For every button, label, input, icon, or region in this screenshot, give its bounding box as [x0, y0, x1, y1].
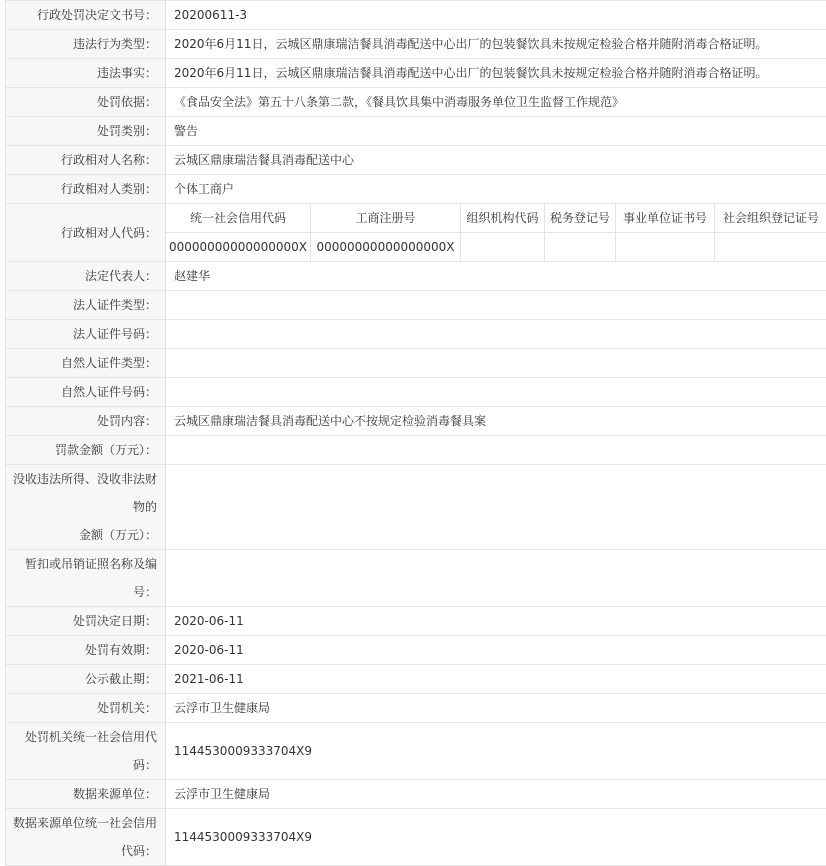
row-category — [5, 117, 826, 146]
code-value-business-reg: 00000000000000000X — [311, 233, 461, 261]
row-party-type — [5, 175, 826, 204]
value-violation-facts: 2020年6月11日，云城区鼎康瑞洁餐具消毒配送中心出厂的包装餐饮具未按规定检验合格并随附消毒合格证明。 — [174, 66, 768, 80]
row-natural-id-no — [5, 378, 826, 407]
code-header-social-org: 社会组织登记证号 — [723, 211, 820, 225]
row-publish-end — [5, 665, 826, 694]
label-source: 数据来源单位： — [6, 780, 166, 808]
value-source: 云浮市卫生健康局 — [174, 787, 271, 801]
label-source-code-line-1: 数据来源单位统一社会信用 — [12, 816, 157, 830]
row-source — [5, 780, 826, 809]
label-natural-id-no: 自然人证件号码： — [6, 378, 166, 406]
label-natural-id-type: 自然人证件类型： — [6, 349, 166, 377]
code-header-org: 组织机构代码 — [461, 204, 545, 232]
row-basis — [5, 88, 826, 117]
code-header-credit: 统一社会信用代码 — [166, 204, 311, 232]
value-party-type: 个体工商户 — [174, 182, 235, 196]
row-decision-date — [5, 607, 826, 636]
code-header-institution: 事业单位证书号 — [616, 204, 715, 232]
row-doc-no — [5, 0, 826, 30]
row-party-name — [5, 146, 826, 175]
label-source-code-line-2: 代码： — [120, 844, 157, 858]
label-confiscate — [6, 465, 166, 549]
value-content: 云城区鼎康瑞洁餐具消毒配送中心不按规定检验消毒餐具案 — [174, 414, 487, 428]
party-code-subtable — [166, 204, 826, 261]
label-authority-code-line-1: 处罚机关统一社会信用代 — [24, 730, 157, 744]
code-value-org — [461, 233, 545, 261]
label-doc-no: 行政处罚决定文书号： — [6, 1, 166, 29]
row-authority-code — [5, 723, 826, 780]
label-fine: 罚款金额（万元）： — [6, 436, 166, 464]
value-source-code: 1144530009333704X9 — [174, 830, 313, 844]
value-legal-rep: 赵建华 — [174, 269, 211, 283]
label-legal-id-type: 法人证件类型： — [6, 291, 166, 319]
party-code-value-row — [166, 233, 826, 261]
row-legal-id-type — [5, 291, 826, 320]
label-source-code — [6, 809, 166, 865]
label-authority: 处罚机关： — [6, 694, 166, 722]
label-party-type: 行政相对人类别： — [6, 175, 166, 203]
value-party-name: 云城区鼎康瑞洁餐具消毒配送中心 — [174, 153, 355, 167]
value-category: 警告 — [174, 124, 199, 138]
label-party-name: 行政相对人名称： — [6, 146, 166, 174]
label-valid-date: 处罚有效期： — [6, 636, 166, 664]
row-violation-facts — [5, 59, 826, 88]
code-value-institution — [616, 233, 715, 261]
row-party-code — [5, 204, 826, 262]
value-legal-id-type — [166, 291, 826, 319]
code-value-credit: 00000000000000000X — [166, 233, 311, 261]
row-suspend — [5, 550, 826, 607]
label-violation-type: 违法行为类型： — [6, 30, 166, 58]
label-basis: 处罚依据： — [6, 88, 166, 116]
row-legal-rep — [5, 262, 826, 291]
label-suspend — [6, 550, 166, 606]
value-basis: 《食品安全法》第五十八条第二款，《餐具饮具集中消毒服务单位卫生监督工作规范》 — [174, 95, 625, 109]
label-confiscate-line-1: 没收违法所得、没收非法财 — [12, 472, 157, 486]
row-valid-date — [5, 636, 826, 665]
value-authority: 云浮市卫生健康局 — [174, 701, 271, 715]
label-content: 处罚内容： — [6, 407, 166, 435]
value-valid-date: 2020-06-11 — [174, 643, 244, 657]
label-party-code: 行政相对人代码： — [6, 204, 166, 261]
value-fine — [166, 436, 826, 464]
label-legal-id-no: 法人证件号码： — [6, 320, 166, 348]
penalty-detail-table — [5, 0, 826, 866]
label-authority-code — [6, 723, 166, 779]
value-natural-id-no — [166, 378, 826, 406]
label-confiscate-line-3: 金额（万元）： — [78, 528, 157, 542]
row-violation-type — [5, 30, 826, 59]
label-suspend-line-2: 号： — [132, 585, 157, 599]
row-fine — [5, 436, 826, 465]
label-decision-date: 处罚决定日期： — [6, 607, 166, 635]
value-suspend — [166, 550, 826, 606]
label-authority-code-line-2: 码： — [132, 758, 157, 772]
row-confiscate — [5, 465, 826, 550]
value-authority-code: 1144530009333704X9 — [174, 744, 313, 758]
party-code-header-row — [166, 204, 826, 233]
row-source-code — [5, 809, 826, 866]
code-value-social-org — [715, 233, 825, 261]
row-natural-id-type — [5, 349, 826, 378]
value-decision-date: 2020-06-11 — [174, 614, 244, 628]
value-natural-id-type — [166, 349, 826, 377]
label-suspend-line-1: 暂扣或吊销证照名称及编 — [24, 557, 157, 571]
row-content — [5, 407, 826, 436]
label-violation-facts: 违法事实： — [6, 59, 166, 87]
value-legal-id-no — [166, 320, 826, 348]
row-authority — [5, 694, 826, 723]
code-header-business-reg: 工商注册号 — [311, 204, 461, 232]
code-header-tax: 税务登记号 — [545, 204, 616, 232]
value-doc-no: 20200611-3 — [174, 8, 248, 22]
row-legal-id-no — [5, 320, 826, 349]
label-category: 处罚类别： — [6, 117, 166, 145]
label-legal-rep: 法定代表人： — [6, 262, 166, 290]
value-publish-end: 2021-06-11 — [174, 672, 244, 686]
value-confiscate — [166, 465, 826, 549]
label-publish-end: 公示截止期： — [6, 665, 166, 693]
label-confiscate-line-2: 物的 — [132, 500, 157, 514]
value-violation-type: 2020年6月11日，云城区鼎康瑞洁餐具消毒配送中心出厂的包装餐饮具未按规定检验合格并随附消毒合格证明。 — [174, 37, 768, 51]
code-value-tax — [545, 233, 616, 261]
